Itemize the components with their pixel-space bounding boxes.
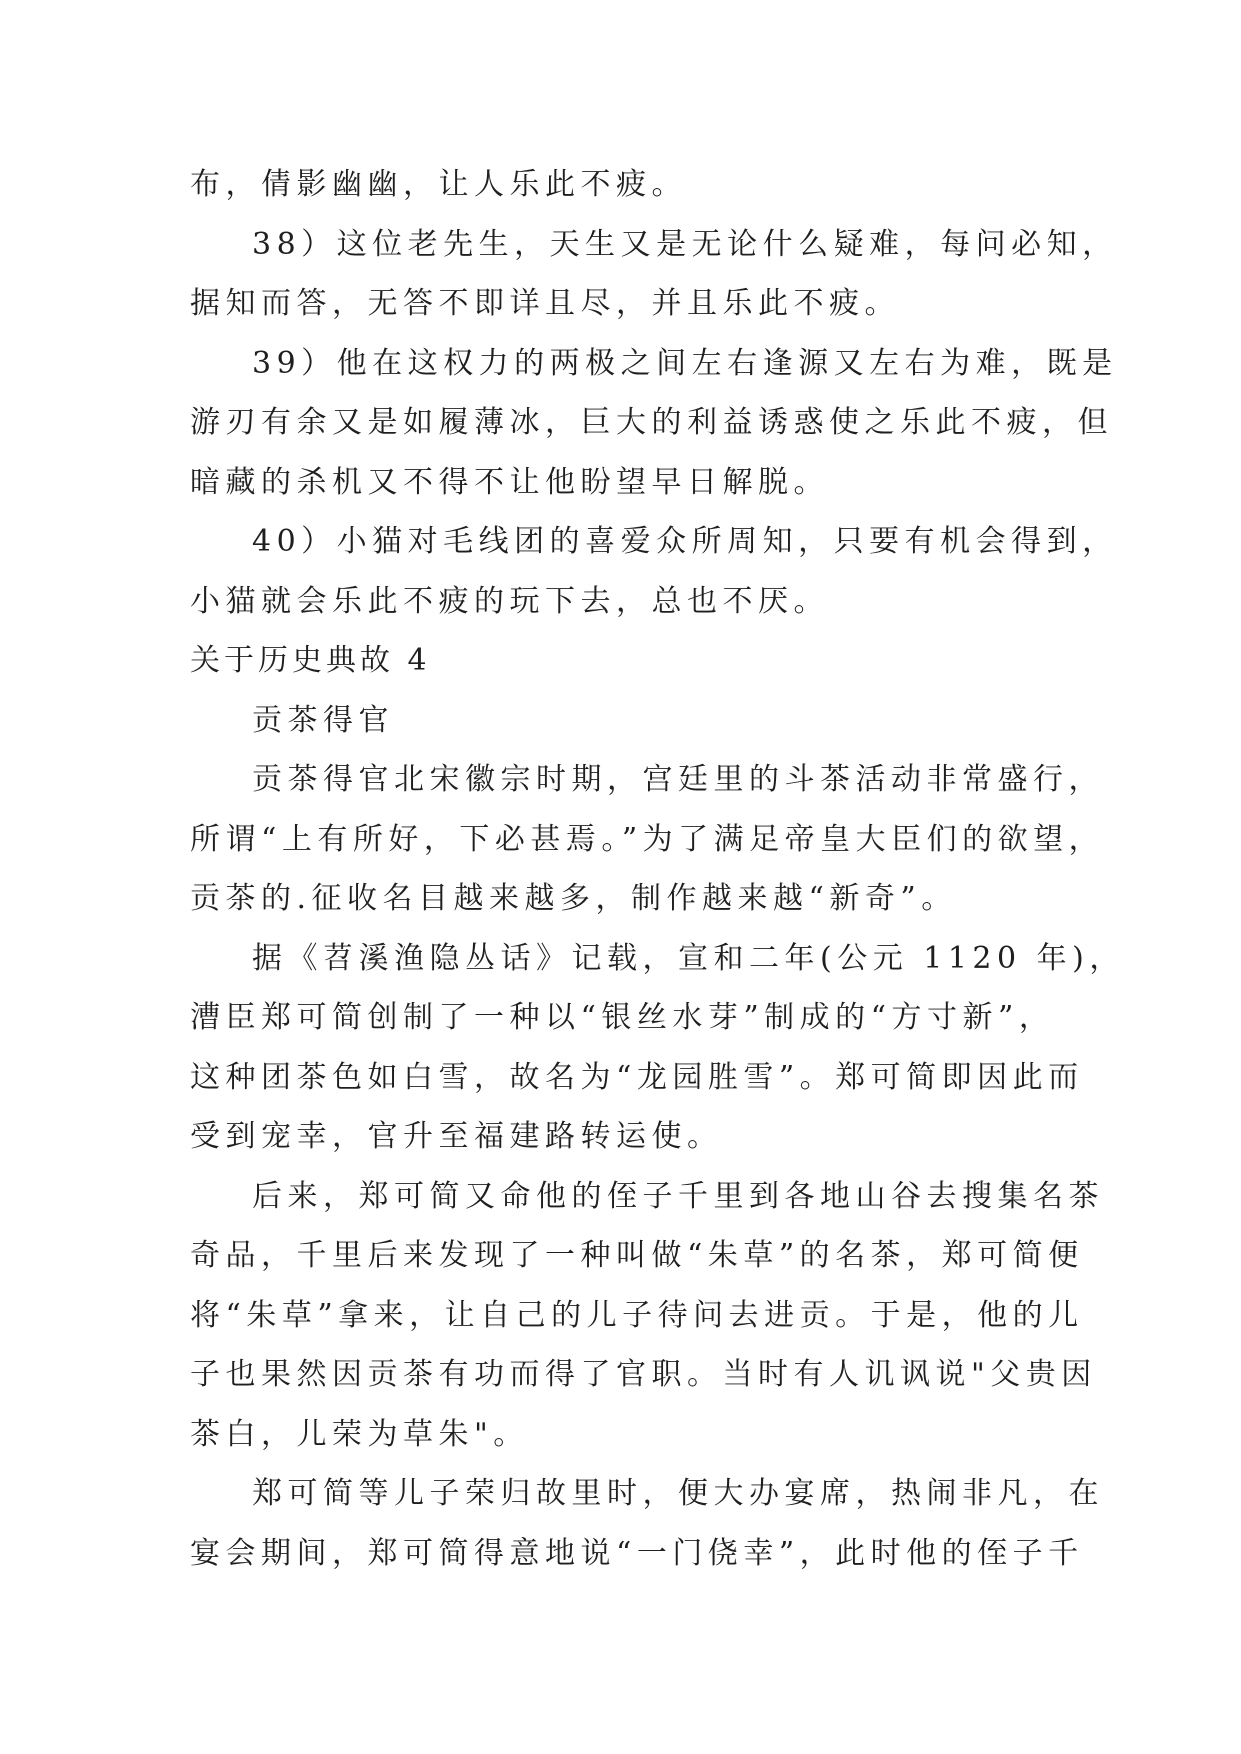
text-line: 将“朱草”拿来，让自己的儿子待问去进贡。于是，他的儿 xyxy=(190,1297,1084,1333)
text-line: 这种团茶色如白雪，故名为“龙园胜雪”。郑可简即因此而 xyxy=(190,1059,1084,1095)
text-line: 郑可简等儿子荣归故里时，便大办宴席，热闹非凡，在 xyxy=(252,1476,1104,1511)
text-line: 暗藏的杀机又不得不让他盼望早日解脱。 xyxy=(190,464,829,500)
article-body xyxy=(190,155,1125,1583)
text-line: 游刃有余又是如履薄冰，巨大的利益诱惑使之乐此不疲，但 xyxy=(190,405,1113,440)
text-line: 受到宠幸，官升至福建路转运使。 xyxy=(190,1119,723,1154)
subsection-title: 贡茶得官 xyxy=(252,702,394,738)
text-line: 漕臣郑可简创制了一种以“银丝水芽”制成的“方寸新”， xyxy=(190,1000,1055,1035)
text-line: 据知而答，无答不即详且尽，并且乐此不疲。 xyxy=(190,286,900,321)
text-line: 40）小猫对毛线团的喜爱众所周知，只要有机会得到， xyxy=(252,524,1118,559)
text-line: 小猫就会乐此不疲的玩下去，总也不厌。 xyxy=(190,583,829,619)
text-line: 据《苕溪渔隐丛话》记载，宣和二年(公元 1120 年)， xyxy=(252,940,1125,976)
text-line: 所谓“上有所好，下必甚焉。”为了满足帝皇大臣们的欲望， xyxy=(190,821,1105,857)
text-line: 奇品，千里后来发现了一种叫做“朱草”的名茶，郑可简便 xyxy=(190,1238,1084,1273)
text-line: 贡茶的.征收名目越来越多，制作越来越“新奇”。 xyxy=(190,881,957,916)
text-line: 茶白，儿荣为草朱"。 xyxy=(190,1416,529,1452)
text-line: 后来，郑可简又命他的侄子千里到各地山谷去搜集名茶 xyxy=(252,1178,1104,1214)
text-line: 38）这位老先生，天生又是无论什么疑难，每问必知， xyxy=(252,226,1118,262)
section-heading: 关于历史典故 4 xyxy=(190,643,431,678)
text-line: 贡茶得官北宋徽宗时期，宫廷里的斗茶活动非常盛行， xyxy=(252,762,1104,797)
text-line: 39）他在这权力的两极之间左右逢源又左右为难，既是 xyxy=(252,345,1118,381)
text-line: 布，倩影幽幽，让人乐此不疲。 xyxy=(190,167,687,202)
text-line: 子也果然因贡茶有功而得了官职。当时有人讥讽说"父贵因 xyxy=(190,1357,1097,1392)
text-line: 宴会期间，郑可简得意地说“一门侥幸”，此时他的侄子千 xyxy=(190,1535,1084,1571)
